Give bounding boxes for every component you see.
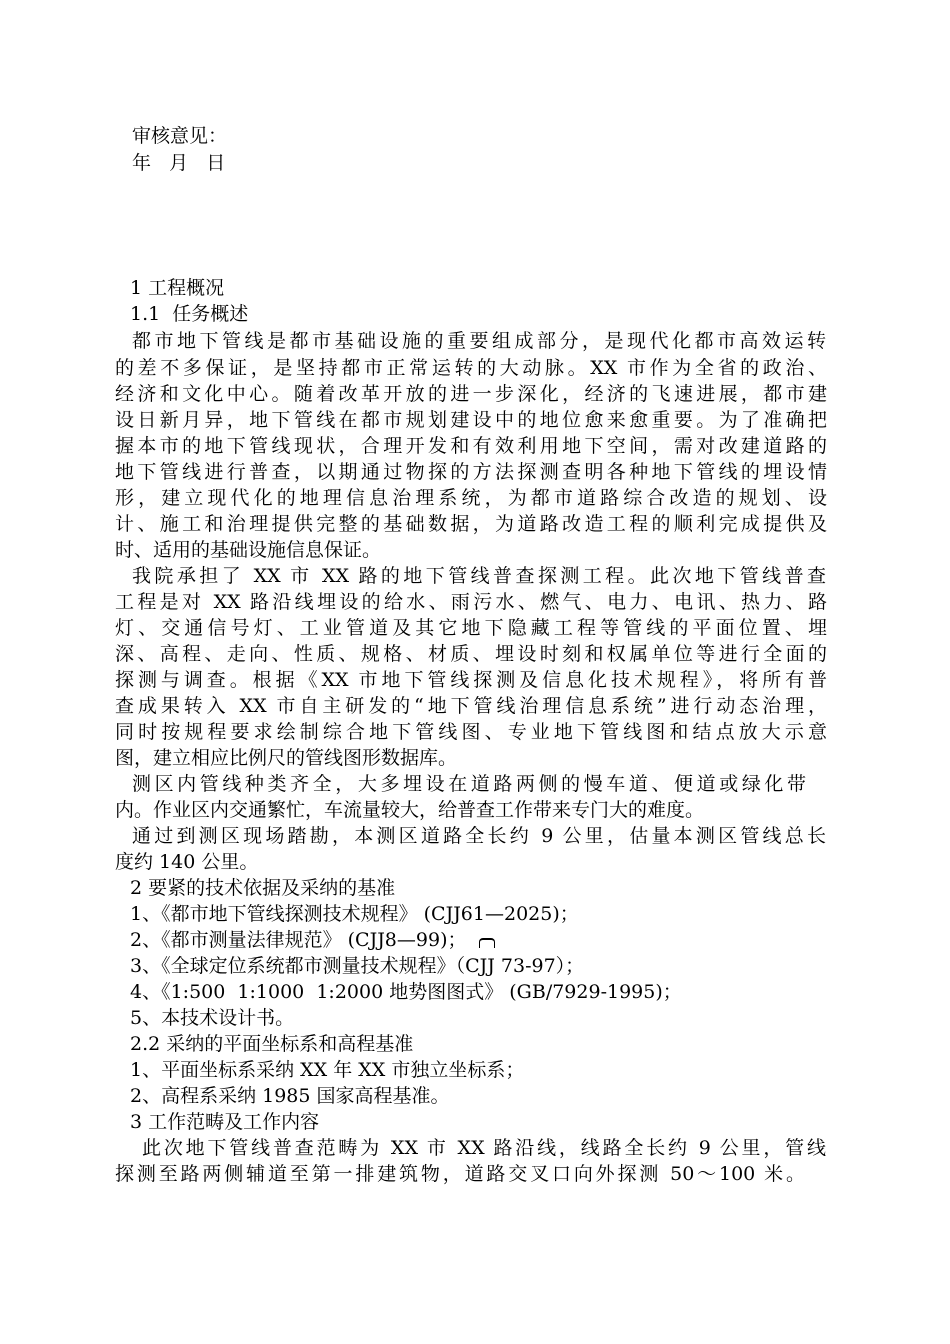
coordinate-item: 2、高程系采纳 1985 国家高程基准。 <box>130 1085 450 1107</box>
para1-line: 形，建立现代化的地理信息治理系统，为都市道路综合改造的规划、设 <box>115 487 827 509</box>
section3-line: 此次地下管线普查范畴为 XX 市 XX 路沿线，线路全长约 9 公里，管线 <box>142 1137 826 1159</box>
section3-line: 探测至路两侧辅道至第一排建筑物，道路交叉口向外探测 50～100 米。 <box>115 1163 805 1185</box>
text-cursor-icon <box>479 938 495 948</box>
section-1-1-heading: 1.1 任务概述 <box>130 303 249 325</box>
reference-item: 5、本技术设计书。 <box>130 1007 295 1029</box>
para3-line: 测区内管线种类齐全，大多埋设在道路两侧的慢车道、便道或绿化带 <box>132 773 806 795</box>
para1-line: 设日新月异，地下管线在都市规划建设中的地位愈来愈重要。为了准确把 <box>115 409 827 431</box>
para2-line: 工程是对 XX 路沿线埋设的给水、雨污水、燃气、电力、电讯、热力、路 <box>115 591 827 613</box>
reference-item-text: 2、《都市测量法律规范》 (CJJ8—99)； <box>130 929 467 951</box>
review-date: 年 月 日 <box>132 152 226 174</box>
para1-line: 地下管线进行普查，以期通过物探的方法探测查明各种地下管线的埋设情 <box>115 461 827 483</box>
para2-line: 深、高程、走向、性质、规格、材质、埋设时刻和权属单位等进行全面的 <box>115 643 827 665</box>
para1-line: 握本市的地下管线现状，合理开发和有效利用地下空间，需对改建道路的 <box>115 435 827 457</box>
reference-item: 3、《全球定位系统都市测量技术规程》（CJJ 73-97）； <box>130 955 585 977</box>
coordinate-item: 1、平面坐标系采纳 XX 年 XX 市独立坐标系； <box>130 1059 525 1081</box>
section-2-2-heading: 2.2 采纳的平面坐标系和高程基准 <box>130 1033 414 1055</box>
para1-line: 的差不多保证，是坚持都市正常运转的大动脉。XX 市作为全省的政治、 <box>115 357 827 379</box>
para2-line: 同时按规程要求绘制综合地下管线图、专业地下管线图和结点放大示意 <box>115 721 827 743</box>
para2-line: 我院承担了 XX 市 XX 路的地下管线普查探测工程。此次地下管线普查 <box>132 565 826 587</box>
para2-line: 查成果转入 XX 市自主研发的“地下管线治理信息系统”进行动态治理， <box>115 695 827 717</box>
para2-line: 灯、交通信号灯、工业管道及其它地下隐藏工程等管线的平面位置、埋 <box>115 617 827 639</box>
para2-line: 探测与调查。根据《XX 市地下管线探测及信息化技术规程》，将所有普 <box>115 669 827 691</box>
para1-line: 都市地下管线是都市基础设施的重要组成部分，是现代化都市高效运转 <box>132 330 826 352</box>
para4-line: 通过到测区现场踏勘，本测区道路全长约 9 公里，估量本测区管线总长 <box>132 825 826 847</box>
para4-line: 度约 140 公里。 <box>115 851 259 873</box>
reference-item: 4、《1:500 1:1000 1:2000 地势图图式》 (GB/7929-1995)； <box>130 981 682 1003</box>
section-1-heading: 1 工程概况 <box>130 277 225 299</box>
para3-line: 内。作业区内交通繁忙，车流量较大，给普查工作带来专门大的难度。 <box>115 799 705 821</box>
reference-item <box>130 927 495 953</box>
review-opinion-label: 审核意见： <box>132 125 228 147</box>
para1-line: 经济和文化中心。随着改革开放的进一步深化，经济的飞速进展，都市建 <box>115 383 827 405</box>
reference-item: 1、《都市地下管线探测技术规程》 (CJJ61—2025)； <box>130 903 579 925</box>
section-3-heading: 3 工作范畴及工作内容 <box>130 1111 320 1133</box>
para2-line: 图，建立相应比例尺的管线图形数据库。 <box>115 747 458 769</box>
section-2-heading: 2 要紧的技术依据及采纳的基准 <box>130 877 396 899</box>
para1-line: 计、施工和治理提供完整的基础数据，为道路改造工程的顺利完成提供及 <box>115 513 827 535</box>
para1-line: 时、适用的基础设施信息保证。 <box>115 539 382 561</box>
